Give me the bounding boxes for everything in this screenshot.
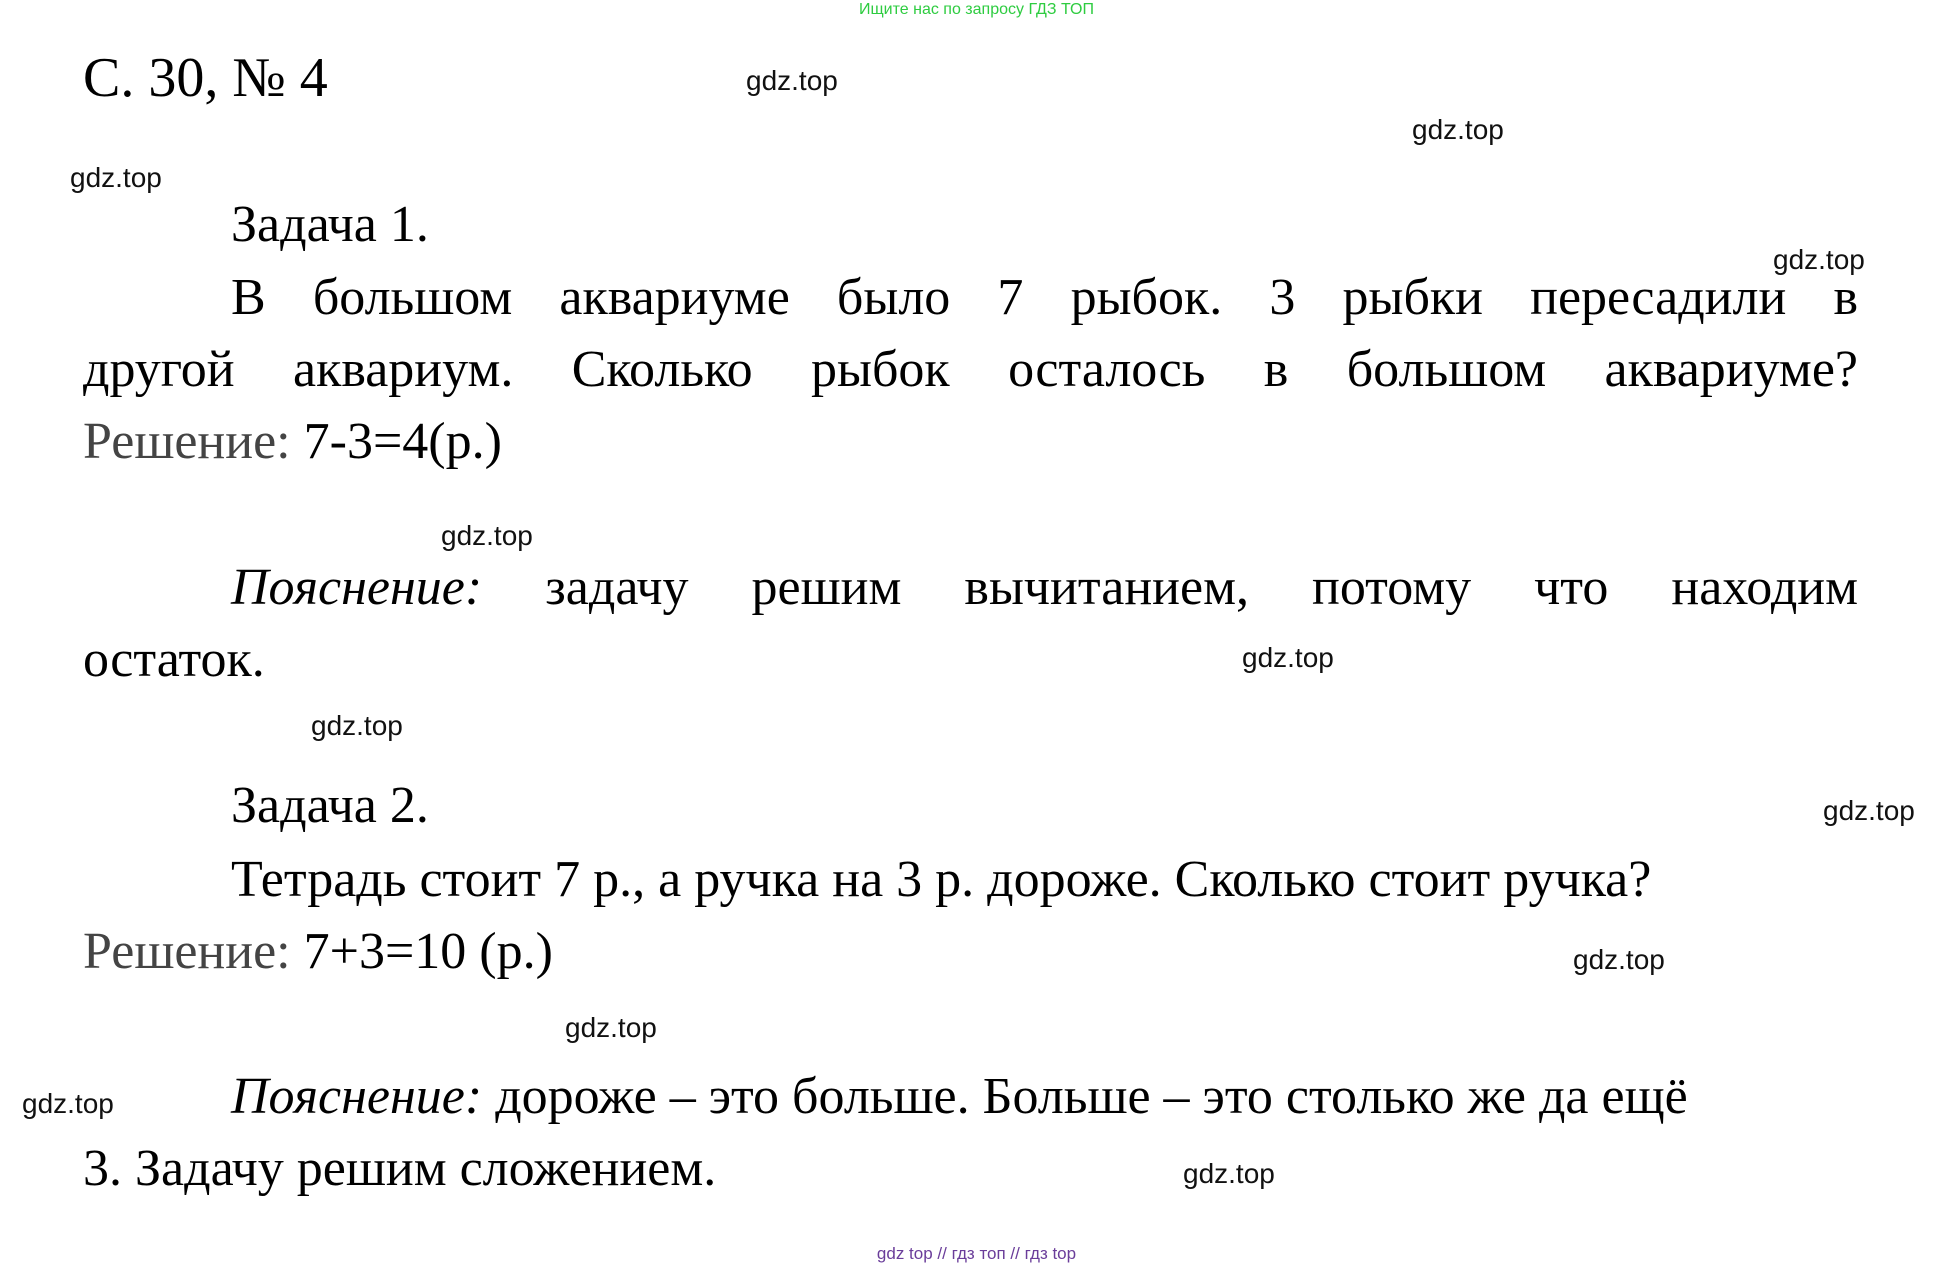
- task-2-explanation-text: дороже – это больше. Больше – это столько же да ещё: [495, 1068, 1688, 1125]
- watermark: gdz.top: [70, 162, 162, 193]
- watermark: gdz.top: [441, 520, 533, 551]
- task-2-explanation-label: Пояснение:: [231, 1068, 483, 1125]
- top-banner: Ищите нас по запросу ГДЗ ТОП: [859, 1, 1094, 18]
- task-1-explanation-line-1: [231, 558, 1858, 617]
- task-2-explanation-line-2: 3. Задачу решим сложением.: [83, 1140, 717, 1197]
- task-1-explanation-label: Пояснение:: [231, 559, 483, 616]
- footer-text: gdz top // гдз топ // гдз top: [876, 1244, 1077, 1263]
- watermark: gdz.top: [1823, 795, 1915, 826]
- page-heading: С. 30, № 4: [83, 47, 328, 109]
- task-1-explanation-text: задачу решим вычитанием, потому что находим: [545, 559, 1859, 616]
- task-1-solution-label: Решение:: [83, 413, 291, 470]
- watermark: gdz.top: [1412, 114, 1504, 145]
- task-1-title: Задача 1.: [231, 196, 429, 253]
- task-2-problem-line-1: Тетрадь стоит 7 р., а ручка на 3 р. дороже. Сколько стоит ручка?: [231, 851, 1652, 908]
- watermark: gdz.top: [311, 710, 403, 741]
- task-1-solution: [83, 412, 502, 471]
- task-1-problem-line-1: В большом аквариуме было 7 рыбок. 3 рыбки пересадили в: [231, 269, 1858, 326]
- task-2-solution: [83, 922, 553, 981]
- watermark: gdz.top: [746, 65, 838, 96]
- watermark: gdz.top: [1183, 1158, 1275, 1189]
- watermark: gdz.top: [1242, 642, 1334, 673]
- task-2-explanation-line-1: [231, 1067, 1688, 1126]
- task-1-problem-line-2: другой аквариум. Сколько рыбок осталось в большом аквариуме?: [83, 341, 1858, 398]
- watermark: gdz.top: [22, 1088, 114, 1119]
- task-2-solution-value: 7+3=10 (р.): [303, 923, 553, 980]
- watermark: gdz.top: [1573, 944, 1665, 975]
- task-1-solution-value: 7-3=4(р.): [303, 413, 502, 470]
- task-1-explanation-line-2: остаток.: [83, 631, 265, 688]
- watermark: gdz.top: [1773, 244, 1865, 275]
- task-2-solution-label: Решение:: [83, 923, 291, 980]
- task-2-title: Задача 2.: [231, 777, 429, 834]
- watermark: gdz.top: [565, 1012, 657, 1043]
